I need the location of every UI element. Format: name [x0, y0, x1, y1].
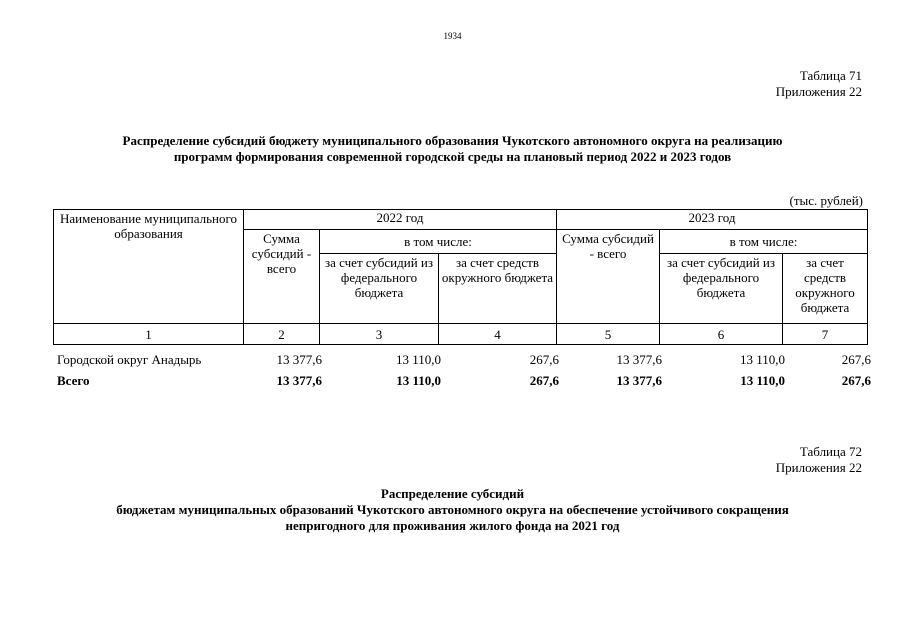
column-header-name: Наименование муниципального образования	[54, 210, 244, 324]
total-value: 13 377,6	[276, 373, 322, 388]
column-header-regional-2023: за счет средств окружного бюджета	[783, 254, 868, 324]
table-72-caption	[776, 444, 862, 476]
units-label: (тыс. рублей)	[789, 193, 863, 208]
column-header-federal-2023: за счет субсидий из федерального бюджета	[660, 254, 783, 324]
column-index: 2	[244, 324, 320, 345]
table-71-body	[53, 349, 874, 391]
row-name: Городской округ Анадырь	[57, 352, 202, 367]
total-value: 267,6	[841, 373, 871, 388]
row-value: 13 377,6	[276, 352, 322, 367]
column-header-2022: 2022 год	[244, 210, 557, 230]
table-71-number: Таблица 71	[799, 68, 862, 83]
table-72-title	[0, 486, 905, 534]
column-index: 3	[320, 324, 439, 345]
column-header-regional-2022: за счет средств окружного бюджета	[439, 254, 557, 324]
row-value: 267,6	[841, 352, 871, 367]
column-index: 7	[783, 324, 868, 345]
column-header-total-2022: Сумма субсидий - всего	[244, 230, 320, 324]
page-number: 1934	[443, 31, 462, 41]
table-72-number: Таблица 72	[799, 444, 862, 459]
row-value: 267,6	[529, 352, 559, 367]
table-71-header	[53, 209, 868, 345]
column-header-2023: 2023 год	[557, 210, 868, 230]
table-71-title-line: Распределение субсидий бюджету муниципального образования Чукотского автономного округа на реализацию	[122, 133, 783, 148]
table-71-caption	[776, 68, 862, 100]
column-index: 1	[54, 324, 244, 345]
table-72-title-line: Распределение субсидий	[380, 486, 525, 501]
table-71-title-line: программ формирования современной городской среды на плановый период 2022 и 2023 годов	[173, 149, 732, 164]
total-value: 13 110,0	[740, 373, 785, 388]
row-value: 13 110,0	[739, 352, 785, 367]
column-header-federal-2022: за счет субсидий из федерального бюджета	[320, 254, 439, 324]
row-value: 13 110,0	[395, 352, 441, 367]
table-row	[53, 349, 874, 370]
table-71-title	[0, 133, 905, 165]
column-header-total-2023: Сумма субсидий - всего	[557, 230, 660, 324]
table-72-title-line: непригодного для проживания жилого фонда на 2021 год	[285, 518, 620, 533]
total-row	[53, 370, 874, 391]
column-header-incl-2022: в том числе:	[320, 230, 557, 254]
total-value: 13 377,6	[616, 373, 662, 388]
row-value: 13 377,6	[616, 352, 662, 367]
total-value: 13 110,0	[396, 373, 441, 388]
total-label: Всего	[57, 373, 90, 388]
column-index: 4	[439, 324, 557, 345]
column-header-incl-2023: в том числе:	[660, 230, 868, 254]
total-value: 267,6	[529, 373, 559, 388]
table-72-appendix: Приложения 22	[775, 460, 862, 475]
column-index: 5	[557, 324, 660, 345]
column-index: 6	[660, 324, 783, 345]
table-71-appendix: Приложения 22	[775, 84, 862, 99]
table-72-title-line: бюджетам муниципальных образований Чукотского автономного округа на обеспечение устойчивого сокращения	[116, 502, 789, 517]
